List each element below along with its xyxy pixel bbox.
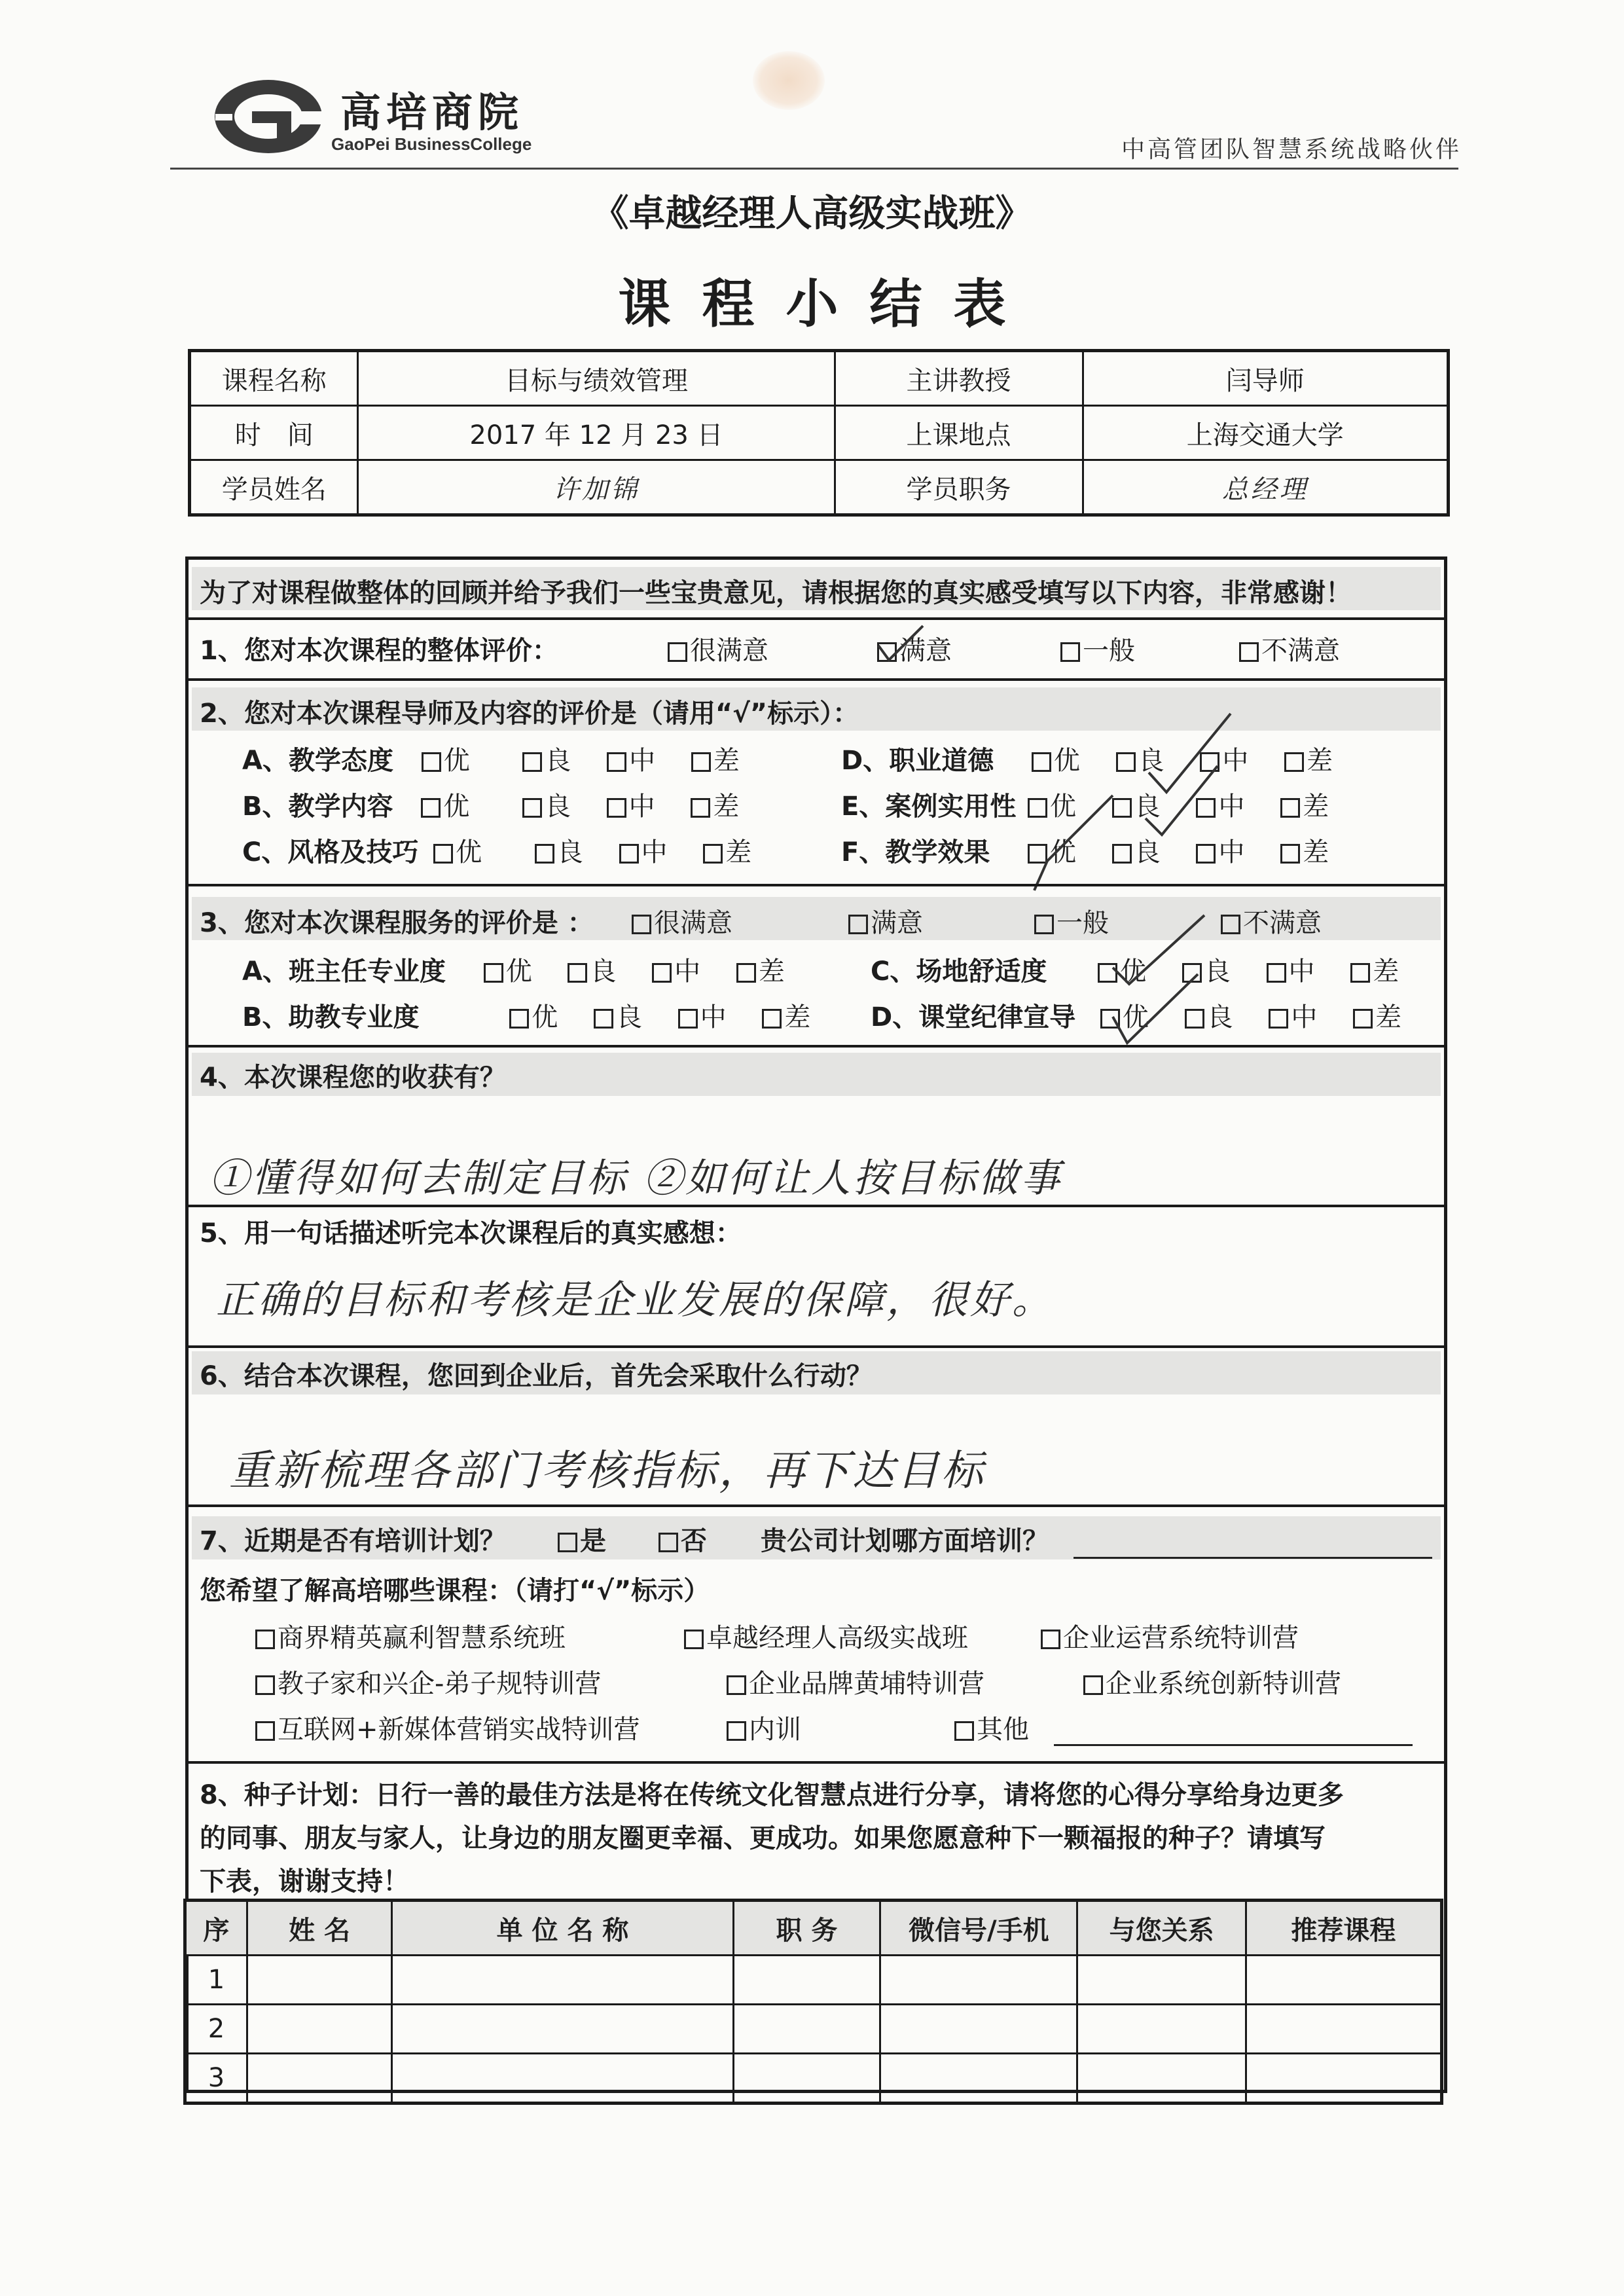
checkbox-icon[interactable] [568, 963, 587, 983]
row-index: 1 [185, 1956, 247, 2005]
row-index: 2 [185, 2005, 247, 2054]
course-option[interactable]: 其他 [954, 1709, 1029, 1746]
divider [185, 678, 1447, 681]
q3-item-c: C、场地舒适度 优 良 中 差 [871, 957, 1399, 987]
course-name-label: 课程名称 [190, 351, 358, 406]
checkbox-icon[interactable] [255, 1630, 275, 1649]
q7-which-training: 贵公司计划哪方面培训？ [761, 1526, 1049, 1556]
checkbox-icon[interactable] [691, 752, 711, 772]
q3-option-satisfied[interactable]: 满意 [848, 902, 923, 939]
checkbox-icon[interactable] [1353, 1009, 1373, 1029]
column-header-contact: 微信号/手机 [880, 1901, 1077, 1956]
column-header-position: 职 务 [733, 1901, 880, 1956]
referral-table-header [185, 1901, 1442, 1956]
q1-option-dissatisfied[interactable]: 不满意 [1239, 630, 1340, 667]
course-option[interactable]: 企业运营系统特训营 [1041, 1617, 1299, 1654]
intro-text: 为了对课程做整体的回顾并给予我们一些宝贵意见，请根据您的真实感受填写以下内容，非常感谢！ [200, 578, 1352, 608]
checkbox-icon[interactable] [762, 1009, 782, 1029]
checkbox-icon[interactable] [1041, 1630, 1060, 1649]
row-index: 3 [185, 2054, 247, 2104]
q3-item-b: B、助教专业度 优 良 中 差 [242, 1002, 811, 1032]
student-name-label: 学员姓名 [190, 460, 358, 515]
q7-training-blank[interactable] [1074, 1557, 1432, 1559]
q2-item-e: E、案例实用性 优 良 中 差 [841, 792, 1329, 822]
q4-handwritten-answer[interactable]: ①懂得如何去制定目标 ②如何让人按目标做事 [209, 1156, 1063, 1201]
q7-courses-question: 您希望了解高培哪些课程：（请打“√”标示） [200, 1576, 710, 1606]
other-course-blank[interactable] [1054, 1744, 1413, 1746]
student-position-label: 学员职务 [835, 460, 1083, 515]
table-row [185, 2054, 1442, 2104]
name-cell[interactable] [247, 2005, 391, 2054]
time-value[interactable]: 2017 年 12 月 23 日 [358, 406, 835, 460]
q8-text-line3: 下表，谢谢支持！ [200, 1867, 409, 1897]
company-cell[interactable] [392, 2054, 734, 2104]
course-cell[interactable] [1246, 2054, 1441, 2104]
q3-option-average[interactable]: 一般 [1034, 902, 1109, 939]
position-cell[interactable] [733, 2054, 880, 2104]
q6-question: 6、结合本次课程，您回到企业后，首先会采取什么行动？ [200, 1361, 873, 1391]
q4-question: 4、本次课程您的收获有？ [200, 1063, 506, 1093]
contact-cell[interactable] [880, 2005, 1077, 2054]
q7-question: 7、近期是否有培训计划？ [200, 1526, 506, 1556]
checkbox-icon[interactable] [607, 752, 626, 772]
checkbox-icon[interactable] [421, 798, 441, 818]
document-title: 《卓越经理人高级实战班》 [592, 192, 1032, 235]
logo-english-name: GaoPei BusinessCollege [331, 134, 532, 154]
checkbox-icon[interactable] [632, 915, 651, 934]
q5-handwritten-answer[interactable]: 正确的目标和考核是企业发展的保障，很好。 [216, 1277, 1054, 1323]
position-cell[interactable] [733, 2005, 880, 2054]
checkbox-icon[interactable] [422, 752, 441, 772]
q3-option-very-satisfied[interactable]: 很满意 [632, 902, 732, 939]
course-cell[interactable] [1246, 2005, 1441, 2054]
divider [185, 617, 1447, 620]
checkbox-icon[interactable] [1267, 963, 1286, 983]
place-value[interactable]: 上海交通大学 [1083, 406, 1448, 460]
relation-cell[interactable] [1077, 1956, 1246, 2005]
column-header-relation: 与您关系 [1077, 1901, 1246, 1956]
column-header-company: 单 位 名 称 [392, 1901, 734, 1956]
q8-text-line1: 8、种子计划：日行一善的最佳方法是将在传统文化智慧点进行分享，请将您的心得分享给身边更多 [200, 1780, 1344, 1810]
checkbox-icon[interactable] [727, 1721, 746, 1741]
checkbox-icon[interactable] [522, 798, 542, 818]
course-option[interactable]: 互联网+新媒体营销实战特训营 [255, 1709, 640, 1746]
divider [185, 1045, 1447, 1048]
checkbox-icon[interactable] [1350, 963, 1370, 983]
checkbox-icon[interactable] [1284, 752, 1304, 772]
course-option[interactable]: 商界精英赢利智慧系统班 [255, 1617, 566, 1654]
handwritten-check-icon [875, 621, 927, 666]
checkbox-icon[interactable] [668, 642, 687, 662]
q1-option-average[interactable]: 一般 [1060, 630, 1135, 667]
name-cell[interactable] [247, 1956, 391, 2005]
checkbox-icon[interactable] [703, 844, 723, 864]
q6-handwritten-answer[interactable]: 重新梳理各部门考核指标，再下达目标 [229, 1447, 986, 1495]
course-name-value[interactable]: 目标与绩效管理 [358, 351, 835, 406]
divider [185, 884, 1447, 886]
checkbox-icon[interactable] [522, 752, 542, 772]
contact-cell[interactable] [880, 2054, 1077, 2104]
q5-question: 5、用一句话描述听完本次课程后的真实感想： [200, 1218, 742, 1248]
header-tagline: 中高管团队智慧系统战略伙伴 [1121, 136, 1462, 163]
checkbox-icon[interactable] [509, 1009, 529, 1029]
course-option[interactable]: 企业系统创新特训营 [1083, 1663, 1341, 1700]
contact-cell[interactable] [880, 1956, 1077, 2005]
course-info-table [188, 349, 1450, 517]
referral-table [183, 1899, 1443, 2105]
table-row [185, 2005, 1442, 2054]
checkbox-icon[interactable] [1280, 798, 1300, 818]
table-row [185, 1956, 1442, 2005]
lecturer-value[interactable]: 闫导师 [1083, 351, 1448, 406]
checkbox-icon[interactable] [619, 844, 639, 864]
divider [185, 1345, 1447, 1348]
checkbox-icon[interactable] [484, 963, 503, 983]
checkbox-icon[interactable] [684, 1630, 704, 1649]
lecturer-label: 主讲教授 [835, 351, 1083, 406]
checkbox-icon[interactable] [678, 1009, 698, 1029]
q8-text-line2: 的同事、朋友与家人，让身边的朋友圈更幸福、更成功。如果您愿意种下一颗福报的种子？请填写 [200, 1823, 1326, 1853]
position-cell[interactable] [733, 1956, 880, 2005]
document-subtitle: 课程小结表 [618, 274, 1038, 335]
course-option[interactable]: 企业品牌黄埔特训营 [727, 1663, 984, 1700]
checkbox-icon[interactable] [607, 798, 626, 818]
column-header-index: 序 [185, 1901, 247, 1956]
checkbox-icon[interactable] [727, 1675, 746, 1695]
divider [185, 1504, 1447, 1507]
header-divider [170, 168, 1458, 170]
name-cell[interactable] [247, 2054, 391, 2104]
q2-question: 2、您对本次课程导师及内容的评价是（请用“√”标示）： [200, 699, 859, 729]
q7-option-yes[interactable]: 是 [558, 1520, 606, 1558]
checkbox-icon[interactable] [255, 1675, 275, 1695]
checkbox-icon[interactable] [1060, 642, 1080, 662]
course-option[interactable]: 内训 [727, 1709, 801, 1746]
checkbox-icon[interactable] [594, 1009, 613, 1029]
q3-question: 3、您对本次课程服务的评价是 ： [200, 908, 594, 938]
course-option[interactable]: 教子家和兴企-弟子规特训营 [255, 1663, 601, 1700]
column-header-name: 姓 名 [247, 1901, 391, 1956]
q7-option-no[interactable]: 否 [659, 1520, 707, 1558]
course-cell[interactable] [1246, 1956, 1441, 2005]
checkbox-icon[interactable] [433, 844, 453, 864]
divider [185, 1205, 1447, 1207]
checkbox-icon[interactable] [1239, 642, 1259, 662]
company-cell[interactable] [392, 1956, 734, 2005]
q2-item-d: D、职业道德 优 良 中 差 [841, 746, 1333, 776]
checkbox-icon[interactable] [255, 1721, 275, 1741]
paper-stain [753, 51, 825, 110]
time-label: 时 间 [190, 406, 358, 460]
logo-chinese-name: 高培商院 [340, 88, 524, 136]
checkbox-icon[interactable] [535, 844, 554, 864]
relation-cell[interactable] [1077, 2054, 1246, 2104]
q1-option-very-satisfied[interactable]: 很满意 [668, 630, 768, 667]
checkbox-icon[interactable] [848, 915, 868, 934]
checkbox-icon[interactable] [1083, 1675, 1103, 1695]
handwritten-check-marks-icon [1100, 902, 1218, 1053]
student-position-handwritten[interactable]: 总经理 [1083, 460, 1448, 515]
checkbox-icon[interactable] [652, 963, 672, 983]
checkbox-icon[interactable] [1034, 915, 1054, 934]
q2-item-c: C、风格及技巧 优 良 中 差 [242, 837, 752, 867]
company-cell[interactable] [392, 2005, 734, 2054]
student-name-handwritten[interactable]: 许加锦 [358, 460, 835, 515]
checkbox-icon[interactable] [1280, 844, 1300, 864]
course-option[interactable]: 卓越经理人高级实战班 [684, 1617, 968, 1654]
q2-item-a: A、教学态度 优 良 中 差 [242, 746, 740, 776]
checkbox-icon[interactable] [659, 1533, 678, 1552]
q3-item-a: A、班主任专业度 优 良 中 差 [242, 957, 785, 987]
checkbox-icon[interactable] [954, 1721, 974, 1741]
checkbox-icon[interactable] [1221, 915, 1240, 934]
handwritten-check-marks-icon [1021, 694, 1257, 897]
place-label: 上课地点 [835, 406, 1083, 460]
checkbox-icon[interactable] [691, 798, 710, 818]
q3-option-dissatisfied[interactable]: 不满意 [1221, 902, 1322, 939]
q2-item-f: F、教学效果 优 良 中 差 [841, 837, 1329, 867]
relation-cell[interactable] [1077, 2005, 1246, 2054]
checkbox-icon[interactable] [1269, 1009, 1288, 1029]
gaopei-logo-icon [213, 77, 324, 156]
q1-option-satisfied[interactable]: 满意 [877, 630, 952, 667]
checkbox-icon[interactable] [736, 963, 756, 983]
q2-item-b: B、教学内容 优 良 中 差 [242, 792, 740, 822]
checkbox-icon[interactable] [558, 1533, 577, 1552]
divider [185, 1761, 1447, 1764]
column-header-course: 推荐课程 [1246, 1901, 1441, 1956]
q1-question: 1、您对本次课程的整体评价： [200, 636, 558, 666]
q3-item-d: D、课堂纪律宣导 优 良 中 差 [871, 1002, 1402, 1032]
